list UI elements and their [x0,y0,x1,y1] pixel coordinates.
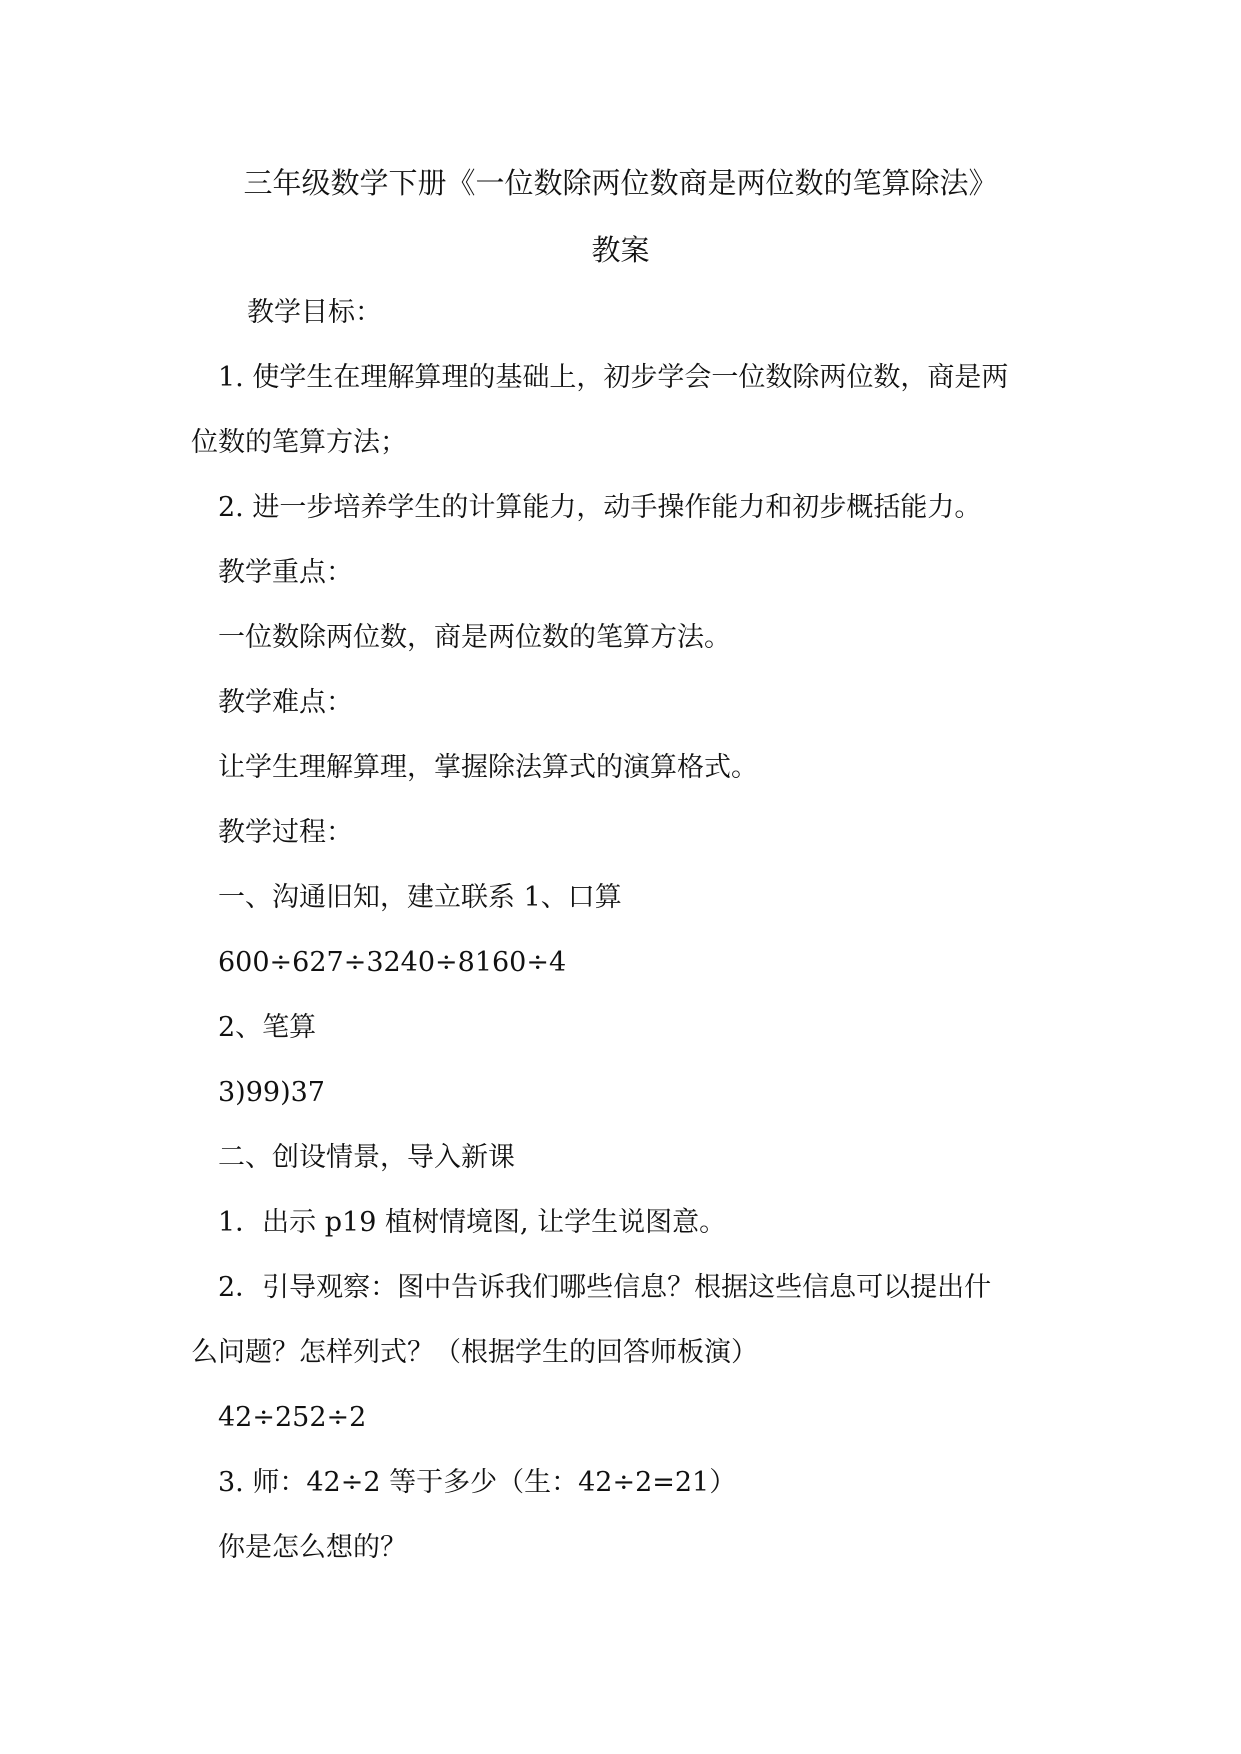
document-title-line-2: 教案 [591,233,650,267]
difficulty-text: 让学生理解算理，掌握除法算式的演算格式。 [218,752,758,783]
key-point-text: 一位数除两位数，商是两位数的笔算方法。 [218,622,731,653]
written-calculation-expressions: 3)99)37 [218,1077,325,1108]
division-expressions: 42÷252÷2 [218,1402,367,1433]
section-heading-objectives: 教学目标： [247,297,382,328]
written-calculation-heading: 2、笔算 [218,1012,317,1043]
section-heading-process: 教学过程： [218,817,353,848]
teacher-question: 你是怎么想的？ [218,1532,407,1563]
process-step-2-item-2-line-2: 么问题？怎样列式？（根据学生的回答师板演） [191,1337,758,1368]
objective-2: 2. 进一步培养学生的计算能力，动手操作能力和初步概括能力。 [218,492,982,523]
process-step-2-item-2-line-1: 2．引导观察：图中告诉我们哪些信息？根据这些信息可以提出什 [218,1272,992,1303]
process-step-1-heading: 一、沟通旧知，建立联系 1、口算 [218,882,622,913]
process-step-2-item-1: 1．出示 p19 植树情境图, 让学生说图意。 [218,1207,727,1238]
process-step-2-heading: 二、创设情景，导入新课 [218,1142,515,1173]
objective-1-line-2: 位数的笔算方法； [191,427,407,458]
document-title-line-1: 三年级数学下册《一位数除两位数商是两位数的笔算除法》 [243,166,998,200]
process-step-2-item-3: 3. 师：42÷2 等于多少（生：42÷2=21） [218,1467,737,1498]
section-heading-key-points: 教学重点： [218,557,353,588]
objective-1-line-1: 1. 使学生在理解算理的基础上，初步学会一位数除两位数，商是两 [218,362,1009,393]
section-heading-difficulties: 教学难点： [218,687,353,718]
oral-calculation-expressions: 600÷627÷3240÷8160÷4 [218,947,567,978]
